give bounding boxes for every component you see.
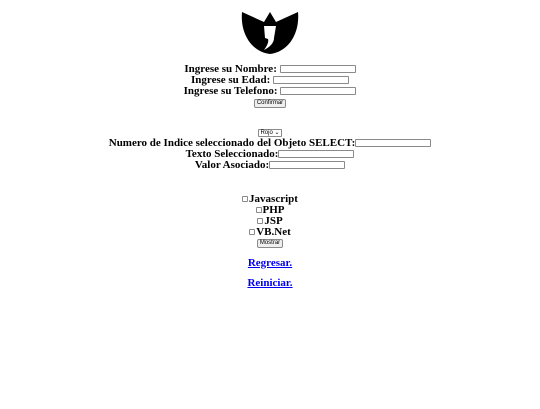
php-checkbox[interactable] <box>256 207 262 213</box>
checkbox-vbnet-row <box>0 227 540 238</box>
phone-row <box>0 86 540 97</box>
value-input[interactable] <box>269 161 345 169</box>
javascript-checkbox[interactable] <box>242 196 248 202</box>
restart-row <box>0 277 540 289</box>
chevron-down-icon: ⌄ <box>274 130 280 137</box>
vbnet-checkbox[interactable] <box>249 229 255 235</box>
confirm-button[interactable]: Confirmar <box>254 99 286 108</box>
index-input[interactable] <box>355 139 431 147</box>
age-label: Ingrese su Edad: <box>190 74 271 86</box>
restart-link[interactable]: Reiniciar. <box>247 277 293 289</box>
show-row <box>0 238 540 248</box>
back-row <box>0 257 540 269</box>
vbnet-label: VB.Net <box>256 226 291 238</box>
color-select-value: Rojo <box>260 130 273 137</box>
age-input[interactable] <box>273 76 349 84</box>
confirm-row <box>0 98 540 108</box>
selected-text-row <box>0 149 540 160</box>
jsp-checkbox[interactable] <box>257 218 263 224</box>
jsp-label: JSP <box>264 215 283 227</box>
value-label: Valor Asociado: <box>194 159 270 171</box>
index-label: Numero de Indice seleccionado del Objeto SELECT: <box>108 137 356 149</box>
php-label: PHP <box>262 204 285 216</box>
page <box>0 4 540 289</box>
phone-input[interactable] <box>280 87 356 95</box>
value-row <box>0 160 540 171</box>
javascript-label: Javascript <box>249 193 298 205</box>
phone-label: Ingrese su Telefono: <box>183 85 278 97</box>
selected-text-input[interactable] <box>278 150 354 158</box>
selected-text-label: Texto Seleccionado: <box>185 148 279 160</box>
name-input[interactable] <box>280 65 356 73</box>
show-button[interactable]: Mostrar <box>257 239 283 248</box>
wu-tang-logo-icon <box>240 4 300 54</box>
name-label: Ingrese su Nombre: <box>184 63 277 75</box>
back-link[interactable]: Regresar. <box>247 257 293 269</box>
